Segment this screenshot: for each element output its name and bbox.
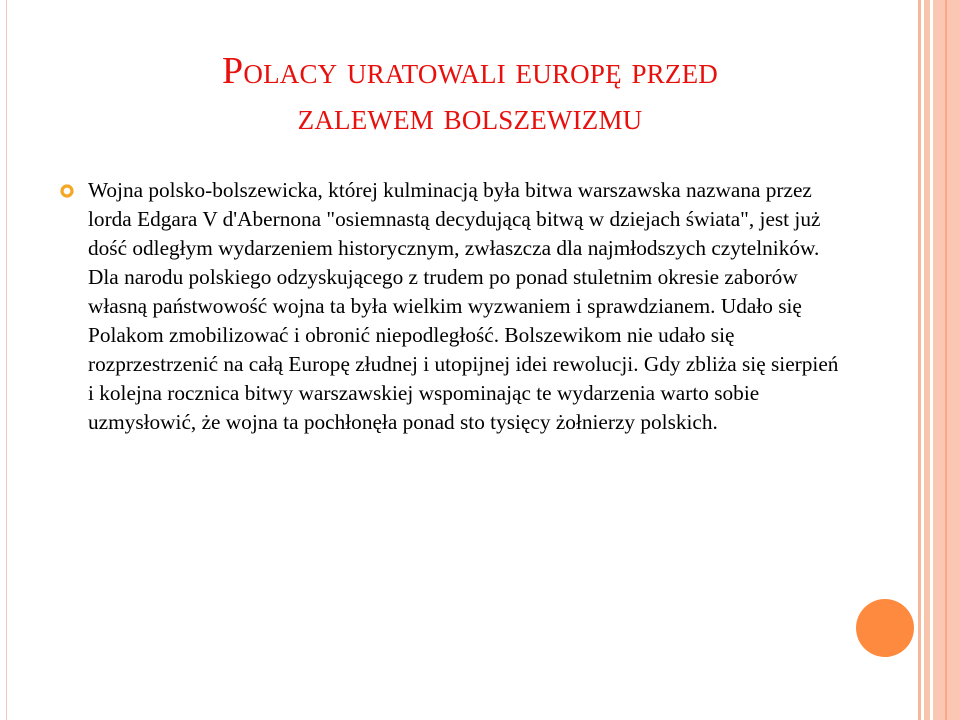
left-border-line bbox=[6, 0, 7, 720]
slide-title-line-1: Polacy uratowali europę przed bbox=[222, 50, 718, 92]
orange-circle-decoration bbox=[856, 599, 914, 657]
slide-content bbox=[60, 176, 840, 437]
bullet-item bbox=[60, 176, 840, 437]
right-stripe bbox=[945, 0, 947, 720]
bullet-text: Wojna polsko-bolszewicka, której kulminacją była bitwa warszawska nazwana przez lorda Edgara V d'Abernona "osiemnastą decydującą bitwą w dziejach świata", jest już dość odległym wydarzeniem historycznym, zwłaszcza dla najmłodszych czytelników. Dla narodu polskiego odzyskującego z trudem po ponad stuletnim okresie zaborów własną państwowość wojna ta była wielkim wyzwaniem i sprawdzianem. Udało się Polakom zmobilizować i obronić niepodległość. Bolszewikom nie udało się rozprzestrzenić na całą Europę złudnej i utopijnej idei rewolucji. Gdy zbliża się sierpień i kolejna rocznica bitwy warszawskiej wspominając te wydarzenia warto sobie uzmysłowić, że wojna ta pochłonęła ponad sto tysięcy żołnierzy polskich. bbox=[88, 178, 839, 434]
slide-title-line-2: zalewem bolszewizmu bbox=[297, 96, 643, 138]
slide-title bbox=[40, 48, 900, 140]
ring-bullet-icon bbox=[60, 176, 88, 198]
